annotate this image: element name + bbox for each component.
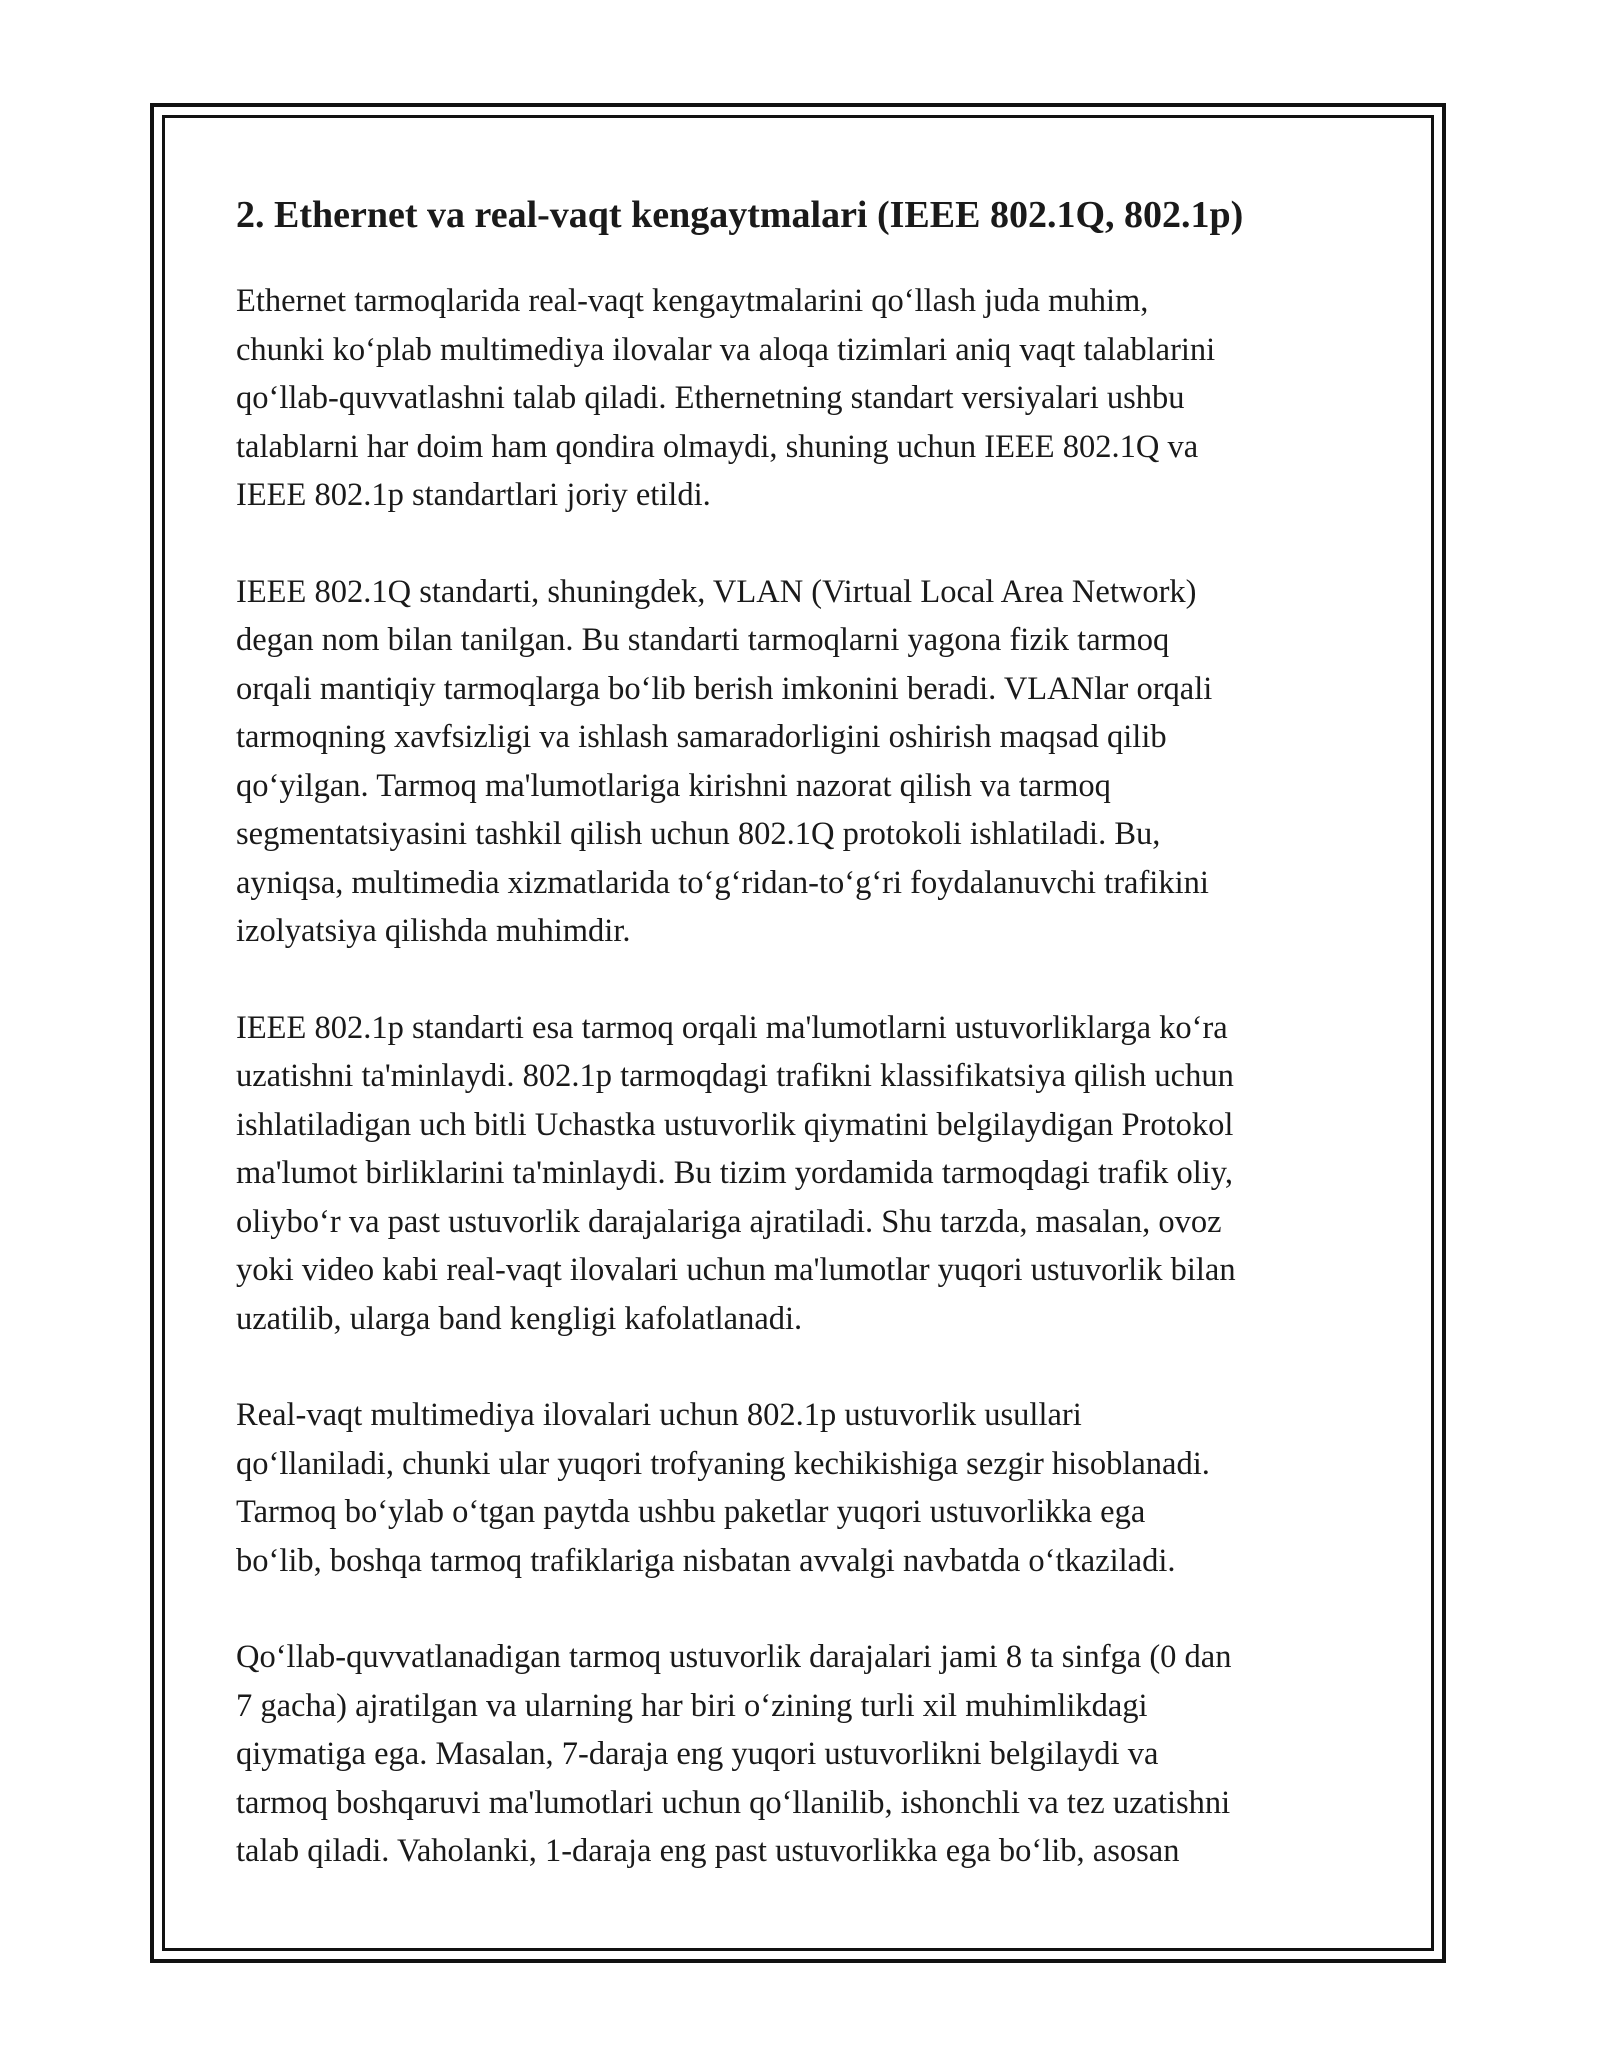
paragraph-priority-levels: Qo‘llab-quvvatlanadigan tarmoq ustuvorlik darajalari jami 8 ta sinfga (0 dan 7 gacha) ajratilgan va ularning har biri o‘zining turli xil muhimlikdagi qiymatiga ega. Masalan, 7-daraja eng yuqori ustuvorlikni belgilaydi va tarmoq boshqaruvi ma'lumotlari uchun qo‘llanilib, ishonchli va tez uzatishni talab qiladi. Vaholanki, 1-daraja eng past ustuvorlikka ega bo‘lib, asosan (236, 1639, 1232, 1869)
document-body (236, 186, 1376, 1924)
paragraph-realtime-priority: Real-vaqt multimediya ilovalari uchun 802.1p ustuvorlik usullari qo‘llaniladi, chunki ular yuqori trofyaning kechikishiga sezgir hisoblanadi. Tarmoq bo‘ylab o‘tgan paytda ushbu paketlar yuqori ustuvorlikka ega bo‘lib, boshqa tarmoq trafiklariga nisbatan avvalgi navbatda o‘tkaziladi. (236, 1397, 1210, 1579)
paragraph-8021p: IEEE 802.1p standarti esa tarmoq orqali ma'lumotlarni ustuvorliklarga ko‘ra uzatishni ta'minlaydi. 802.1p tarmoqdagi trafikni klassifikatsiya qilish uchun ishlatiladigan uch bitli Uchastka ustuvorlik qiymatini belgilaydigan Protokol ma'lumot birliklarini ta'minlaydi. Bu tizim yordamida tarmoqdagi trafik oliy, oliybo‘r va past ustuvorlik darajalariga ajratiladi. Shu tarzda, masalan, ovoz yoki video kabi real-vaqt ilovalari uchun ma'lumotlar yuqori ustuvorlik bilan uzatilib, ularga band kengligi kafolatlanadi. (236, 1009, 1236, 1337)
paragraph-8021q: IEEE 802.1Q standarti, shuningdek, VLAN (Virtual Local Area Network) degan nom bilan tanilgan. Bu standarti tarmoqlarni yagona fizik tarmoq orqali mantiqiy tarmoqlarga bo‘lib berish imkonini beradi. VLANlar orqali tarmoqning xavfsizligi va ishlash samaradorligini oshirish maqsad qilib qo‘yilgan. Tarmoq ma'lumotlariga kirishni nazorat qilish va tarmoq segmentatsiyasini tashkil qilish uchun 802.1Q protokoli ishlatiladi. Bu, ayniqsa, multimedia xizmatlarida to‘g‘ridan-to‘g‘ri foydalanuvchi trafikini izolyatsiya qilishda muhimdir. (236, 573, 1213, 949)
paragraph-intro: Ethernet tarmoqlarida real-vaqt kengaytmalarini qo‘llash juda muhim, chunki ko‘plab multimediya ilovalar va aloqa tizimlari aniq vaqt talablarini qo‘llab-quvvatlashni talab qiladi. Ethernetning standart versiyalari ushbu talablarni har doim ham qondira olmaydi, shuning uchun IEEE 802.1Q va IEEE 802.1p standartlari joriy etildi. (236, 283, 1216, 513)
section-heading: 2. Ethernet va real-vaqt kengaytmalari (IEEE 802.1Q, 802.1p) (236, 194, 1244, 236)
